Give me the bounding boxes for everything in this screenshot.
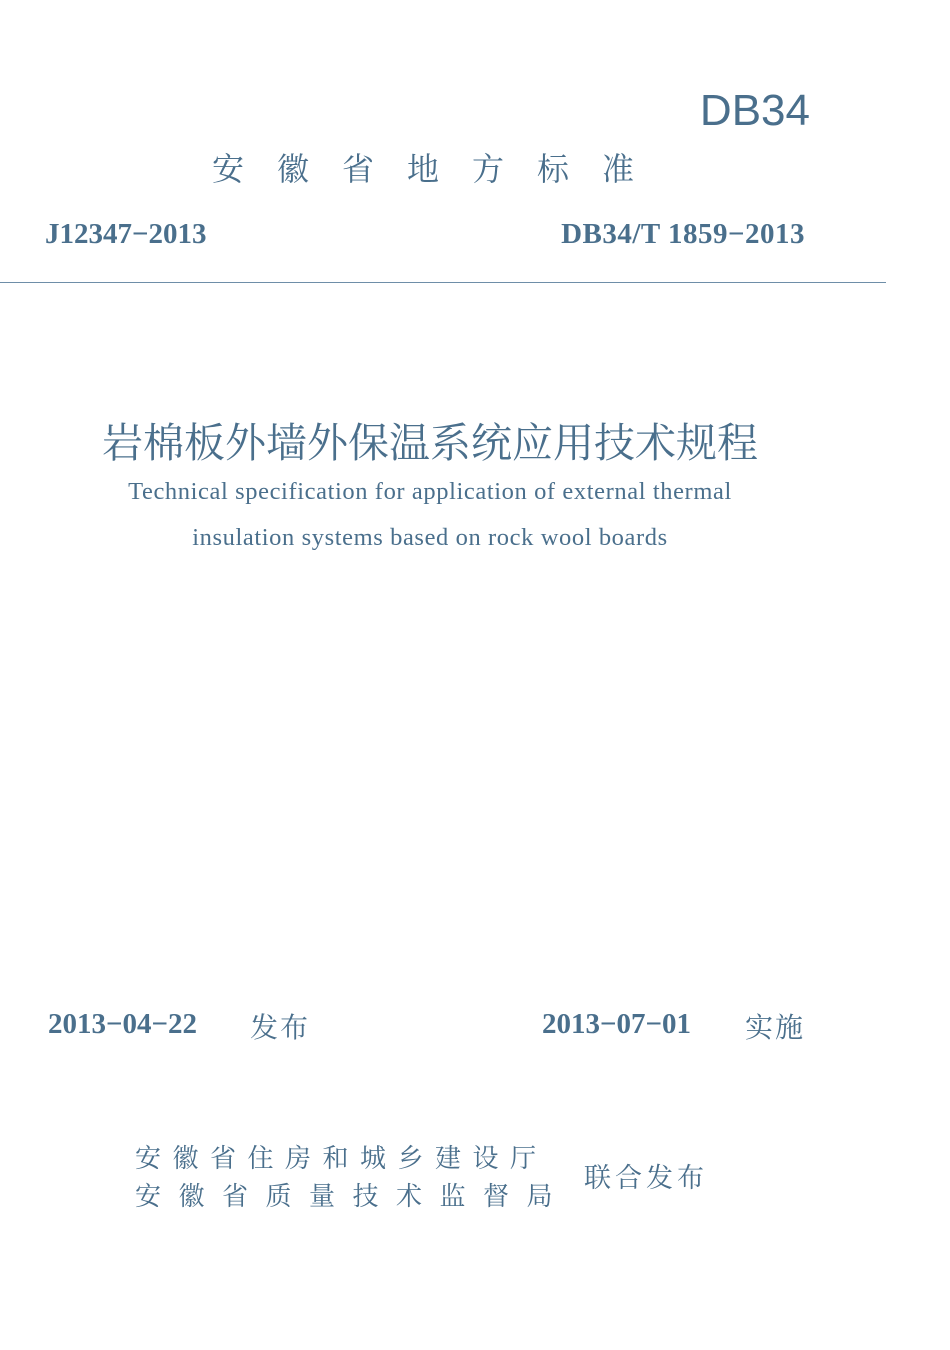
issue-label: 发布 (250, 1011, 311, 1044)
document-title-english-line2: insulation systems based on rock wool boards (192, 524, 668, 551)
db-code: DB34 (699, 86, 810, 135)
issuer-housing-department: 安徽省住房和城乡建设厅 (135, 1144, 548, 1174)
standard-number: DB34/T 1859−2013 (561, 218, 805, 250)
joint-issue-label: 联合发布 (584, 1163, 708, 1194)
implementation-label: 实施 (745, 1011, 806, 1044)
record-number: J12347−2013 (45, 218, 207, 250)
issue-date: 2013−04−22 (48, 1008, 198, 1040)
implementation-date: 2013−07−01 (542, 1008, 692, 1040)
standard-type-heading: 安徽省地方标准 (212, 150, 668, 188)
header-divider (0, 282, 886, 283)
document-title-chinese: 岩棉板外墙外保温系统应用技术规程 (102, 419, 758, 467)
document-title-english-line1: Technical specification for application of external thermal (128, 478, 732, 505)
issuer-quality-bureau: 安徽省质量技术监督局 (135, 1182, 571, 1212)
